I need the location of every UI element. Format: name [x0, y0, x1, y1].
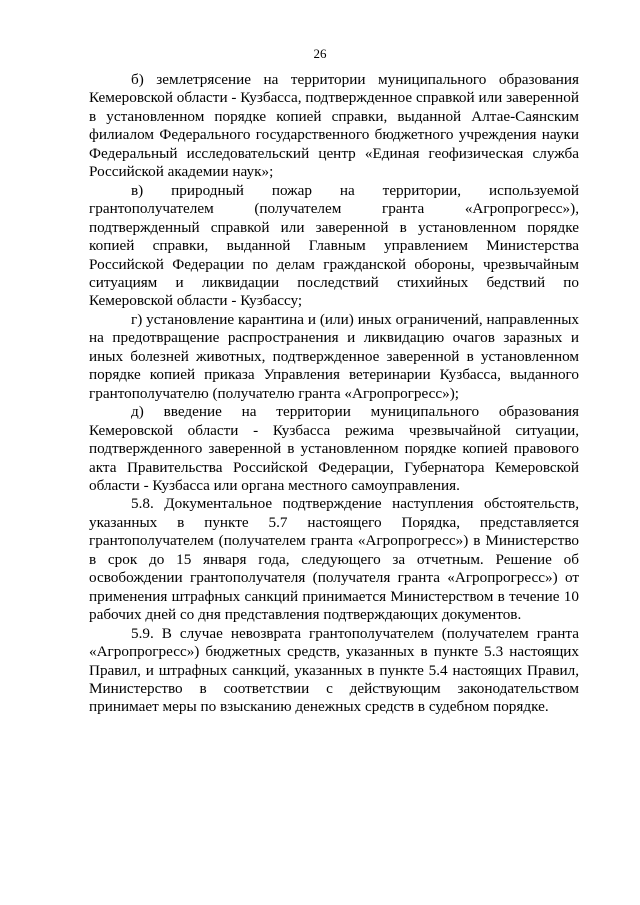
paragraph-g-quarantine: г) установление карантина и (или) иных ограничений, направленных на предотвращение распространения и ликвидацию очагов заразных и иных болезней животных, подтвержденное заверенной в установленном порядке копией приказа Управления ветеринарии Кузбасса, выданного грантополучателю (получателю гранта «Агропрогресс»);	[89, 310, 579, 402]
paragraph-d-emergency: д) введение на территории муниципального образования Кемеровской области - Кузбасса режима чрезвычайной ситуации, подтвержденного заверенной в установленном порядке копией правового акта Правительства Российской Федерации, Губернатора Кемеровской области - Кузбасса или органа местного самоуправления.	[89, 403, 579, 494]
page-number: 26	[313, 46, 327, 61]
paragraph-5-8: 5.8. Документальное подтверждение наступления обстоятельств, указанных в пункте 5.7 настоящего Порядка, представляется грантополучателем (получателем гранта «Агропрогресс») в Министерство в срок до 15 января года, следующего за отчетным. Решение об освобождении грантополучателя (получателя гранта «Агропрогресс») от применения штрафных санкций принимается Министерством в течение 10 рабочих дней со дня представления подтверждающих документов.	[89, 495, 579, 624]
paragraph-v-wildfire: в) природный пожар на территории, используемой грантополучателем (получателем гранта «Агропрогресс»), подтвержденный справкой или заверенной в установленном порядке копией справки, выданной Главным управлением Министерства Российской Федерации по делам гражданской обороны, чрезвычайным ситуациям и ликвидации последствий стихийных бедствий по Кемеровской области - Кузбассу;	[89, 181, 579, 310]
document-body	[89, 71, 579, 717]
paragraph-b-earthquake: б) землетрясение на территории муниципального образования Кемеровской области - Кузбасса, подтвержденное справкой или заверенной в установленном порядке копией справки, выданной Алтае-Саянским филиалом Федерального государственного бюджетного учреждения науки Федеральный исследовательский центр «Единая геофизическая служба Российской академии наук»;	[89, 71, 579, 181]
paragraph-5-9: 5.9. В случае невозврата грантополучателем (получателем гранта «Агропрогресс») бюджетных средств, указанных в пункте 5.3 настоящих Правил, и штрафных санкций, указанных в пункте 5.4 настоящих Правил, Министерство в соответствии с действующим законодательством принимает меры по взысканию денежных средств в судебном порядке.	[89, 624, 579, 716]
